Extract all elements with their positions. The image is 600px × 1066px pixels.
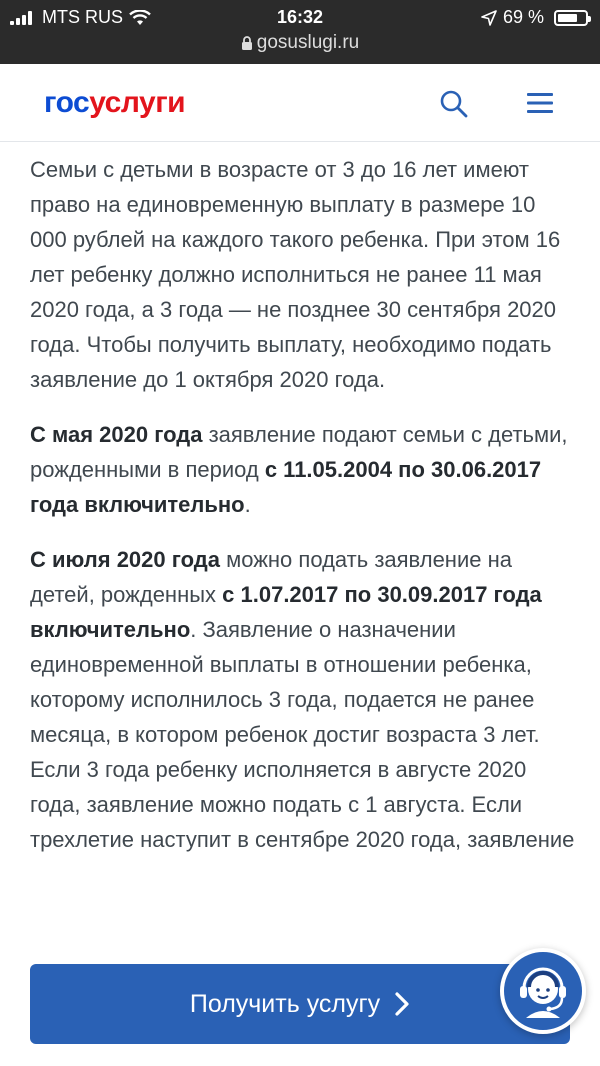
- may-period: с 11.05.2004 по 30.06.2017 года включительно: [30, 457, 542, 517]
- clock: 16:32: [276, 7, 324, 27]
- may-end: .: [244, 492, 251, 517]
- july-text: можно подать заявление на детей, рожденных: [30, 547, 512, 607]
- paragraph-may: [30, 417, 575, 522]
- url-domain: gosuslugi.ru: [256, 32, 360, 53]
- gosuslugi-logo[interactable]: [44, 86, 185, 120]
- battery-percent: 69 %: [502, 7, 544, 27]
- system-top-bar: [0, 0, 600, 64]
- status-right-group: [481, 7, 588, 28]
- article-content: [30, 152, 575, 938]
- paragraph-eligibility: Семьи с детьми в возрасте от 3 до 16 лет имеют право на единовременную выплату в размере 10 000 рублей на каждого такого ребенка. При этом 16 лет ребенку должно исполниться не ранее 11 мая 2020 года, а 3 года — не позднее 30 сентября 2020 года. Чтобы получить выплату, необходимо подать заявление до 1 октября 2020 года.: [30, 157, 561, 392]
- july-period: с 1.07.2017 по 30.09.2017 года включительно: [30, 582, 542, 642]
- may-text: заявление подают семьи с детьми, рожденными в период: [30, 422, 568, 482]
- address-bar[interactable]: [0, 32, 600, 60]
- battery-icon: [554, 10, 588, 26]
- get-service-label: Получить услугу: [189, 989, 381, 1018]
- bottom-action-bar: [0, 938, 600, 1066]
- lock-icon: [241, 36, 253, 50]
- support-operator-icon: [504, 952, 582, 1030]
- may-heading: С мая 2020 года: [30, 422, 203, 447]
- july-rest: . Заявление о назначении единовременной выплаты в отношении ребенка, которому исполнилось 3 года, подается не ранее месяца, в котором ребенок достиг возраста 3 лет. Если 3 года ребенку исполняется в августе 2020 года, заявление можно подать с 1 августа. Если трехлетие наступит в сентябре 2020 года, заявление: [30, 617, 575, 852]
- july-heading: С июля 2020 года: [30, 547, 220, 572]
- chevron-right-icon: [394, 991, 410, 1017]
- logo-part-uslugi: услуги: [89, 86, 186, 119]
- site-header: [0, 64, 600, 142]
- support-chat-button[interactable]: [500, 948, 586, 1034]
- location-arrow-icon: [481, 10, 497, 26]
- content-fade: [0, 910, 600, 940]
- hamburger-menu-icon[interactable]: [525, 88, 555, 118]
- paragraph-july: [30, 542, 575, 857]
- logo-part-gos: гос: [44, 86, 90, 119]
- get-service-button[interactable]: [30, 964, 570, 1044]
- carrier-name: MTS RUS: [42, 7, 123, 27]
- status-bar: [0, 0, 600, 34]
- search-icon[interactable]: [438, 88, 470, 120]
